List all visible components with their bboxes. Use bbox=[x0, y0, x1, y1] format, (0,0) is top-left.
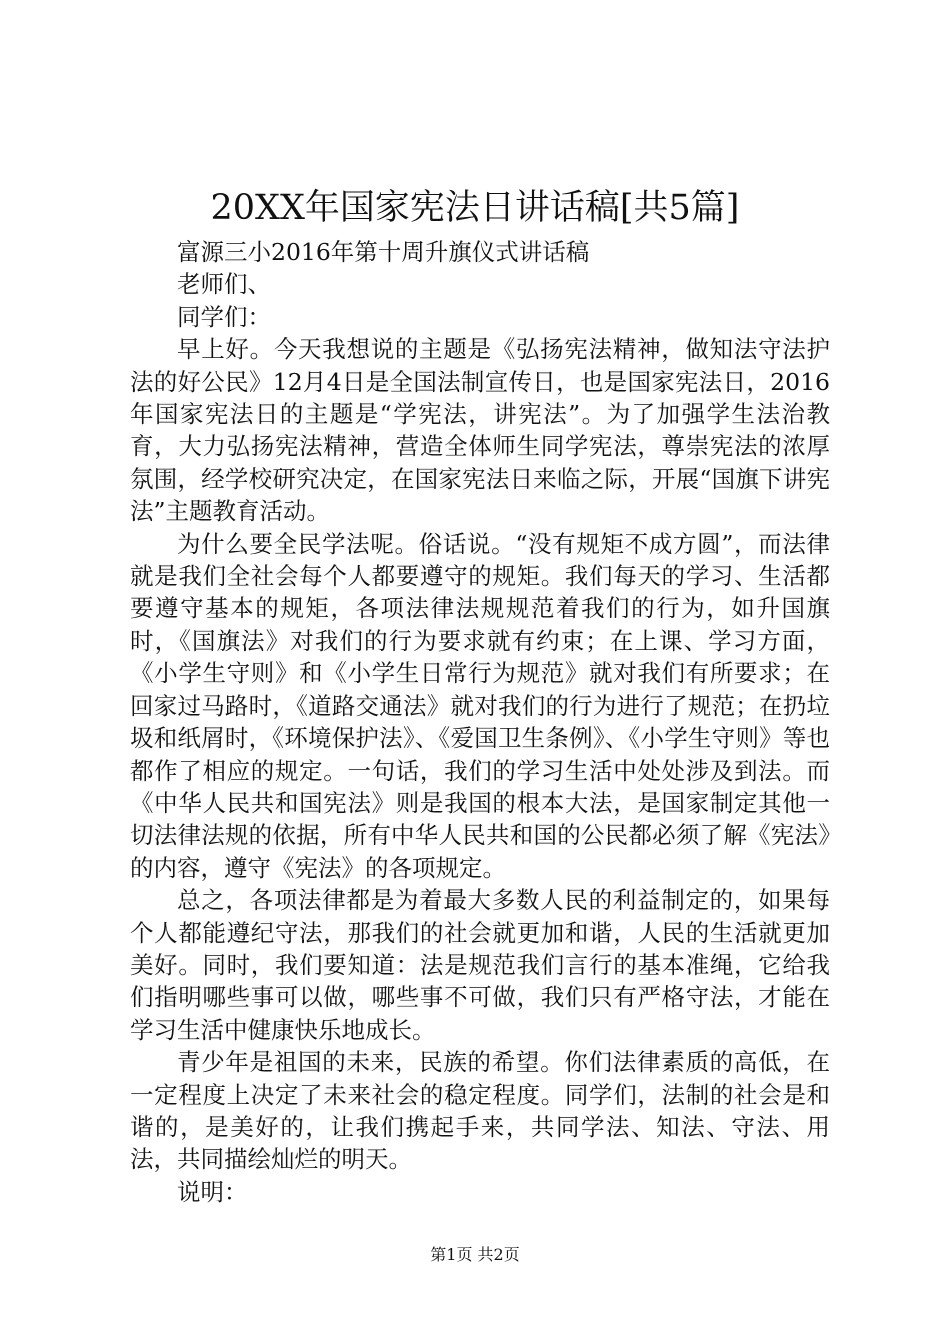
paragraph: 为什么要全民学法呢。俗话说。“没有规矩不成方圆”，而法律就是我们全社会每个人都要遵守的规矩。我们每天的学习、生活都要遵守基本的规矩，各项法律法规规范着我们的行为，如升国旗时，《国旗法》对我们的行为要求就有约束；在上课、学习方面，《小学生守则》和《小学生日常行为规范》就对我们有所要求；在回家过马路时，《道路交通法》就对我们的行为进行了规范；在扔垃圾和纸屑时，《环境保护法》、《爱国卫生条例》、《小学生守则》等也都作了相应的规定。一句话，我们的学习生活中处处涉及到法。而《中华人民共和国宪法》则是我国的根本大法，是国家制定其他一切法律法规的依据，所有中华人民共和国的公民都必须了解《宪法》的内容，遵守《宪法》的各项规定。 bbox=[130, 529, 830, 882]
document-body bbox=[130, 236, 830, 1208]
paragraph-salutation-teachers: 老师们、 bbox=[177, 270, 271, 299]
document-title: 20XX年国家宪法日讲话稿[共5篇] bbox=[210, 188, 740, 228]
paragraph-heading-line: 富源三小2016年第十周升旗仪式讲话稿 bbox=[177, 238, 590, 266]
paragraph: 青少年是祖国的未来，民族的希望。你们法律素质的高低，在一定程度上决定了未来社会的稳定程度。同学们，法制的社会是和谐的，是美好的，让我们携起手来，共同学法、知法、守法、用法，共同描绘灿烂的明天。 bbox=[130, 1048, 830, 1174]
paragraph: 总之，各项法律都是为着最大多数人民的利益制定的，如果每个人都能遵纪守法，那我们的社会就更加和谐，人民的生活就更加美好。同时，我们要知道：法是规范我们言行的基本准绳，它给我们指明哪些事可以做，哪些事不可做，我们只有严格守法，才能在学习生活中健康快乐地成长。 bbox=[130, 886, 830, 1044]
paragraph-note-label: 说明： bbox=[177, 1177, 248, 1206]
page-indicator: 第1页 共2页 bbox=[430, 1245, 520, 1264]
paragraph: 早上好。今天我想说的主题是《弘扬宪法精神，做知法守法护法的好公民》12月4日是全国法制宣传日，也是国家宪法日，2016年国家宪法日的主题是“学宪法，讲宪法”。为了加强学生法治教育，大力弘扬宪法精神，营造全体师生同学宪法，尊崇宪法的浓厚氛围，经学校研究决定，在国家宪法日来临之际，开展“国旗下讲宪法”主题教育活动。 bbox=[130, 335, 830, 526]
paragraph-salutation-students: 同学们： bbox=[177, 302, 271, 331]
